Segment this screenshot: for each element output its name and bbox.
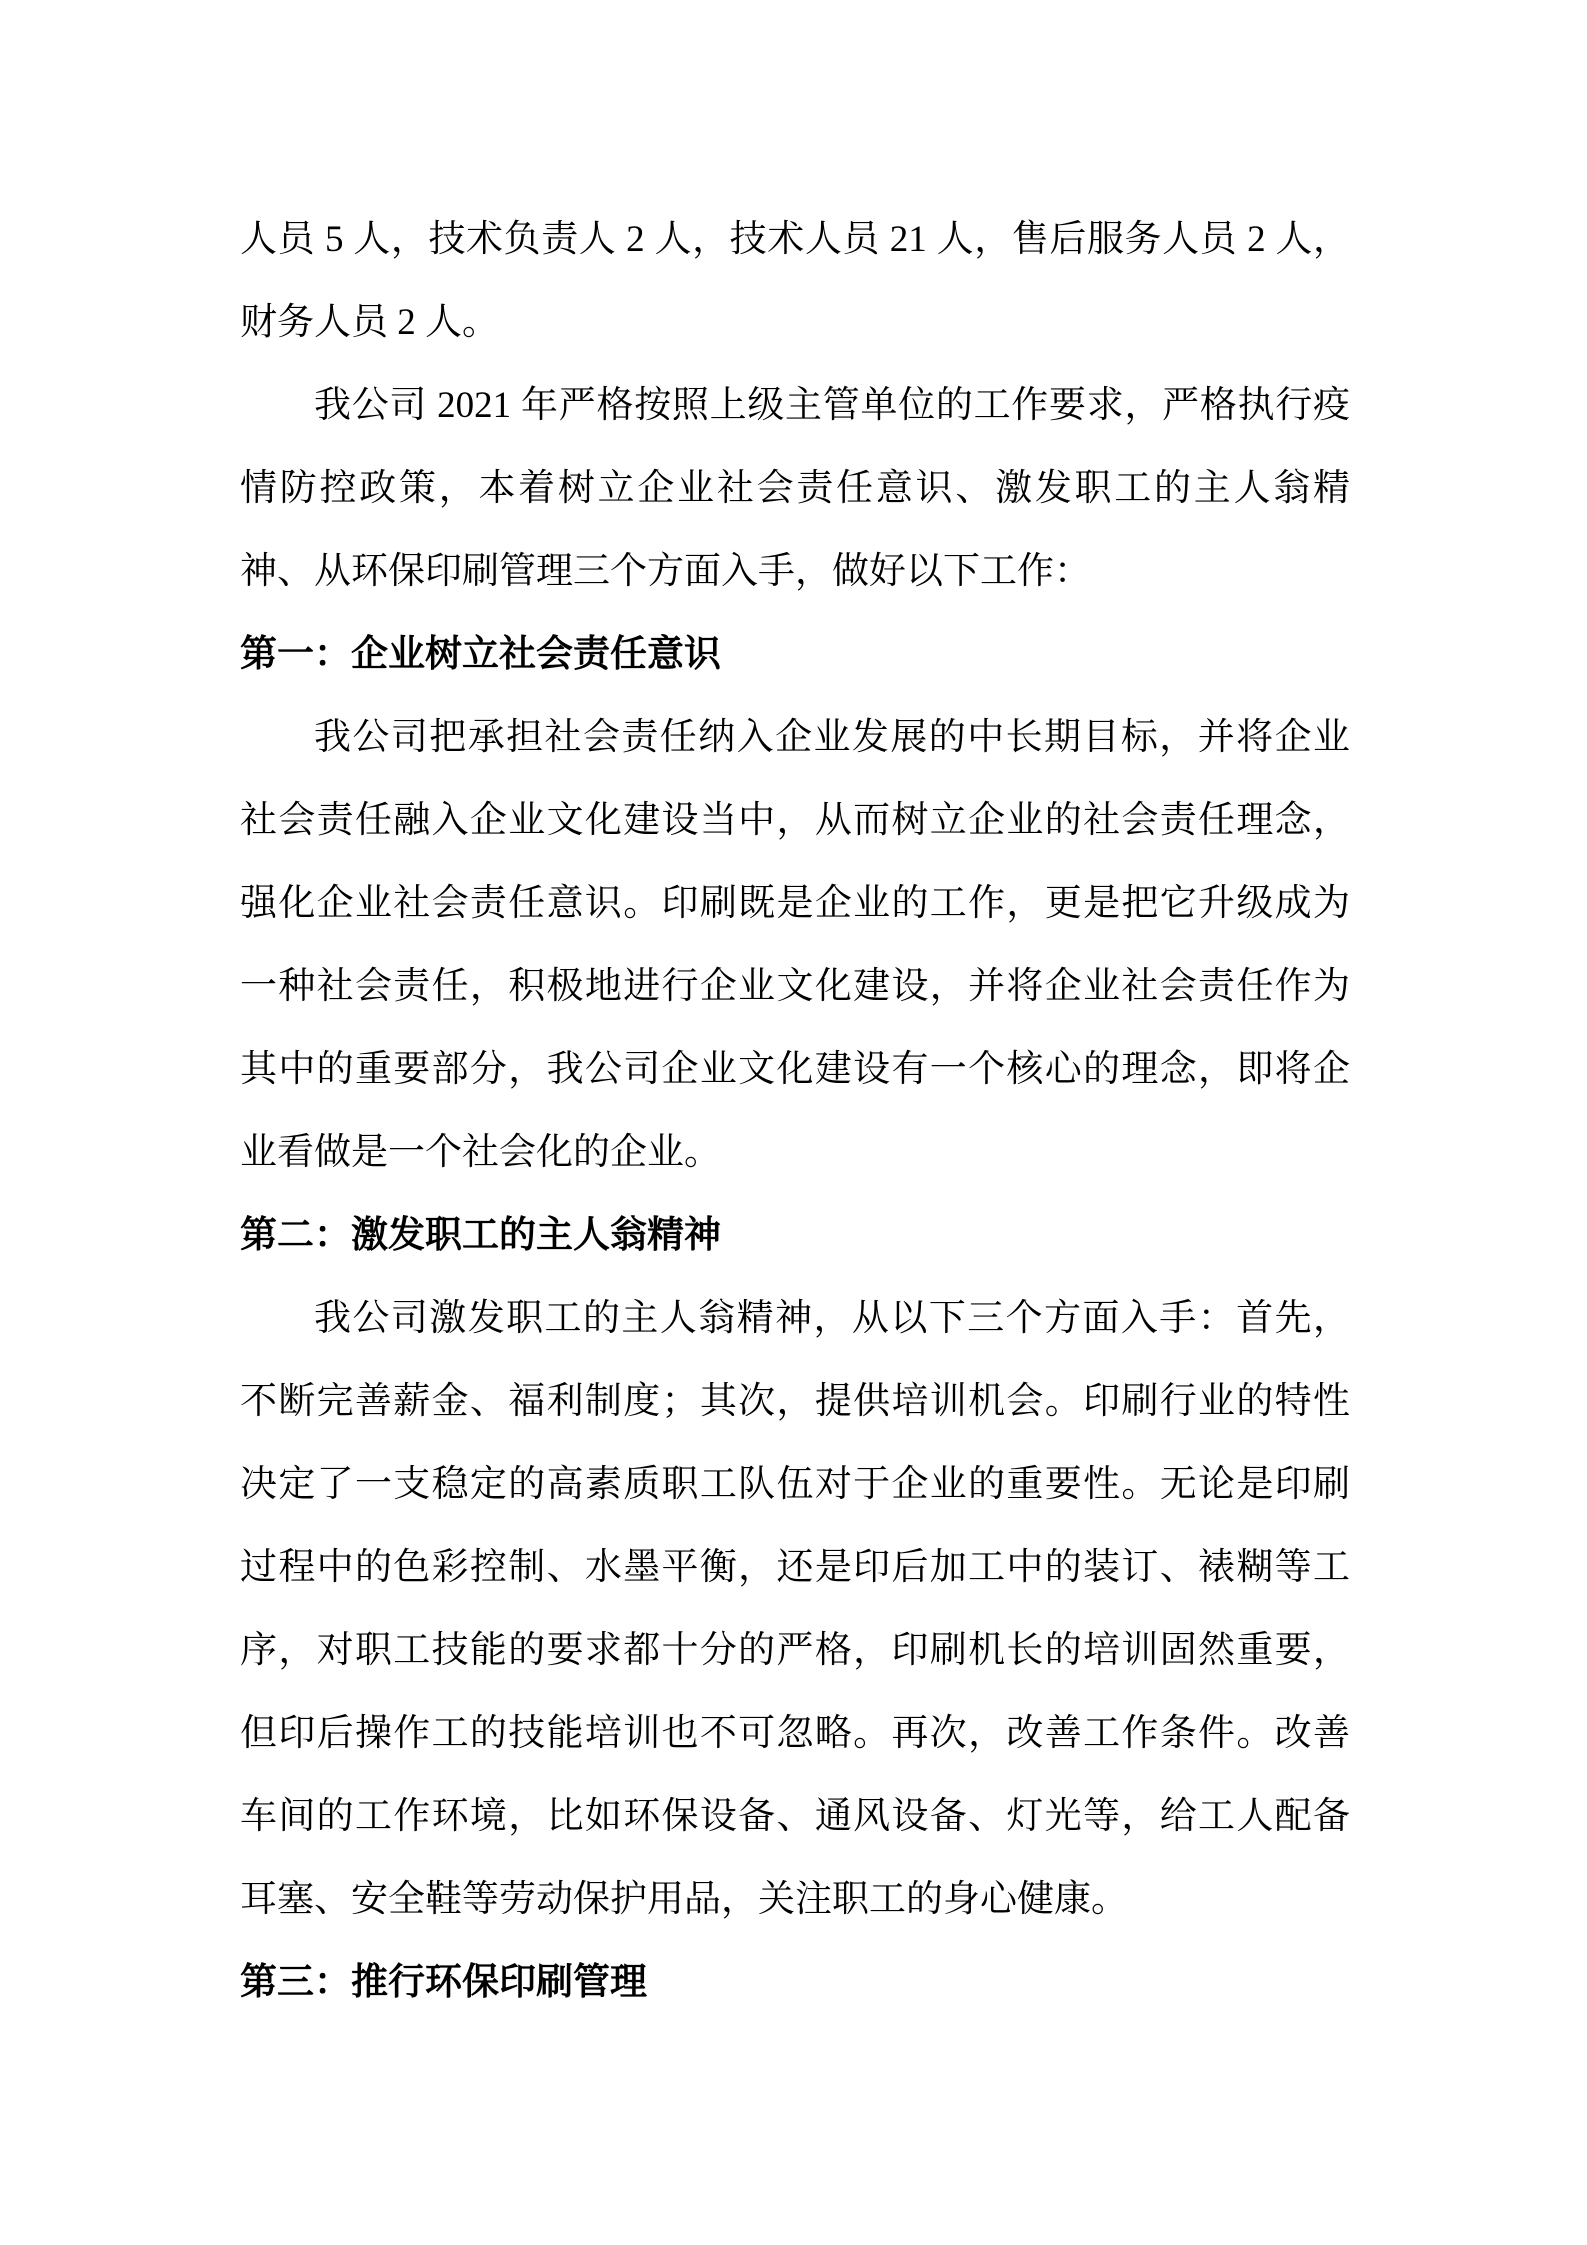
text-line: 财务人员 2 人。	[240, 302, 499, 343]
text-line: 我公司把承担社会责任纳入企业发展的中长期目标，并将企业	[314, 717, 1350, 758]
text-line: 其中的重要部分，我公司企业文化建设有一个核心的理念，即将企	[240, 1049, 1350, 1090]
text-line: 情防控政策，本着树立企业社会责任意识、激发职工的主人翁精	[240, 468, 1350, 509]
text-line: 但印后操作工的技能培训也不可忽略。再次，改善工作条件。改善	[240, 1713, 1350, 1754]
text-line: 车间的工作环境，比如环保设备、通风设备、灯光等，给工人配备	[240, 1796, 1350, 1837]
text-line: 过程中的色彩控制、水墨平衡，还是印后加工中的装订、裱糊等工	[240, 1547, 1350, 1588]
text-line: 我公司激发职工的主人翁精神，从以下三个方面入手：首先，	[314, 1298, 1350, 1339]
section-heading: 第一：企业树立社会责任意识	[240, 634, 721, 675]
section-heading: 第二：激发职工的主人翁精神	[240, 1215, 721, 1256]
text-line: 不断完善薪金、福利制度；其次，提供培训机会。印刷行业的特性	[240, 1381, 1350, 1422]
text-line: 业看做是一个社会化的企业。	[240, 1132, 721, 1173]
text-line: 强化企业社会责任意识。印刷既是企业的工作，更是把它升级成为	[240, 883, 1350, 924]
text-line: 社会责任融入企业文化建设当中，从而树立企业的社会责任理念，	[240, 800, 1350, 841]
text-line: 耳塞、安全鞋等劳动保护用品，关注职工的身心健康。	[240, 1879, 1128, 1920]
text-line: 人员 5 人，技术负责人 2 人，技术人员 21 人，售后服务人员 2 人，	[240, 219, 1350, 260]
document-content	[240, 198, 1350, 2024]
text-line: 我公司 2021 年严格按照上级主管单位的工作要求，严格执行疫	[314, 385, 1350, 426]
section-heading: 第三：推行环保印刷管理	[240, 1962, 647, 2003]
text-line: 序，对职工技能的要求都十分的严格，印刷机长的培训固然重要，	[240, 1630, 1350, 1671]
text-line: 决定了一支稳定的高素质职工队伍对于企业的重要性。无论是印刷	[240, 1464, 1350, 1505]
text-line: 一种社会责任，积极地进行企业文化建设，并将企业社会责任作为	[240, 966, 1350, 1007]
text-line: 神、从环保印刷管理三个方面入手，做好以下工作：	[240, 551, 1091, 592]
